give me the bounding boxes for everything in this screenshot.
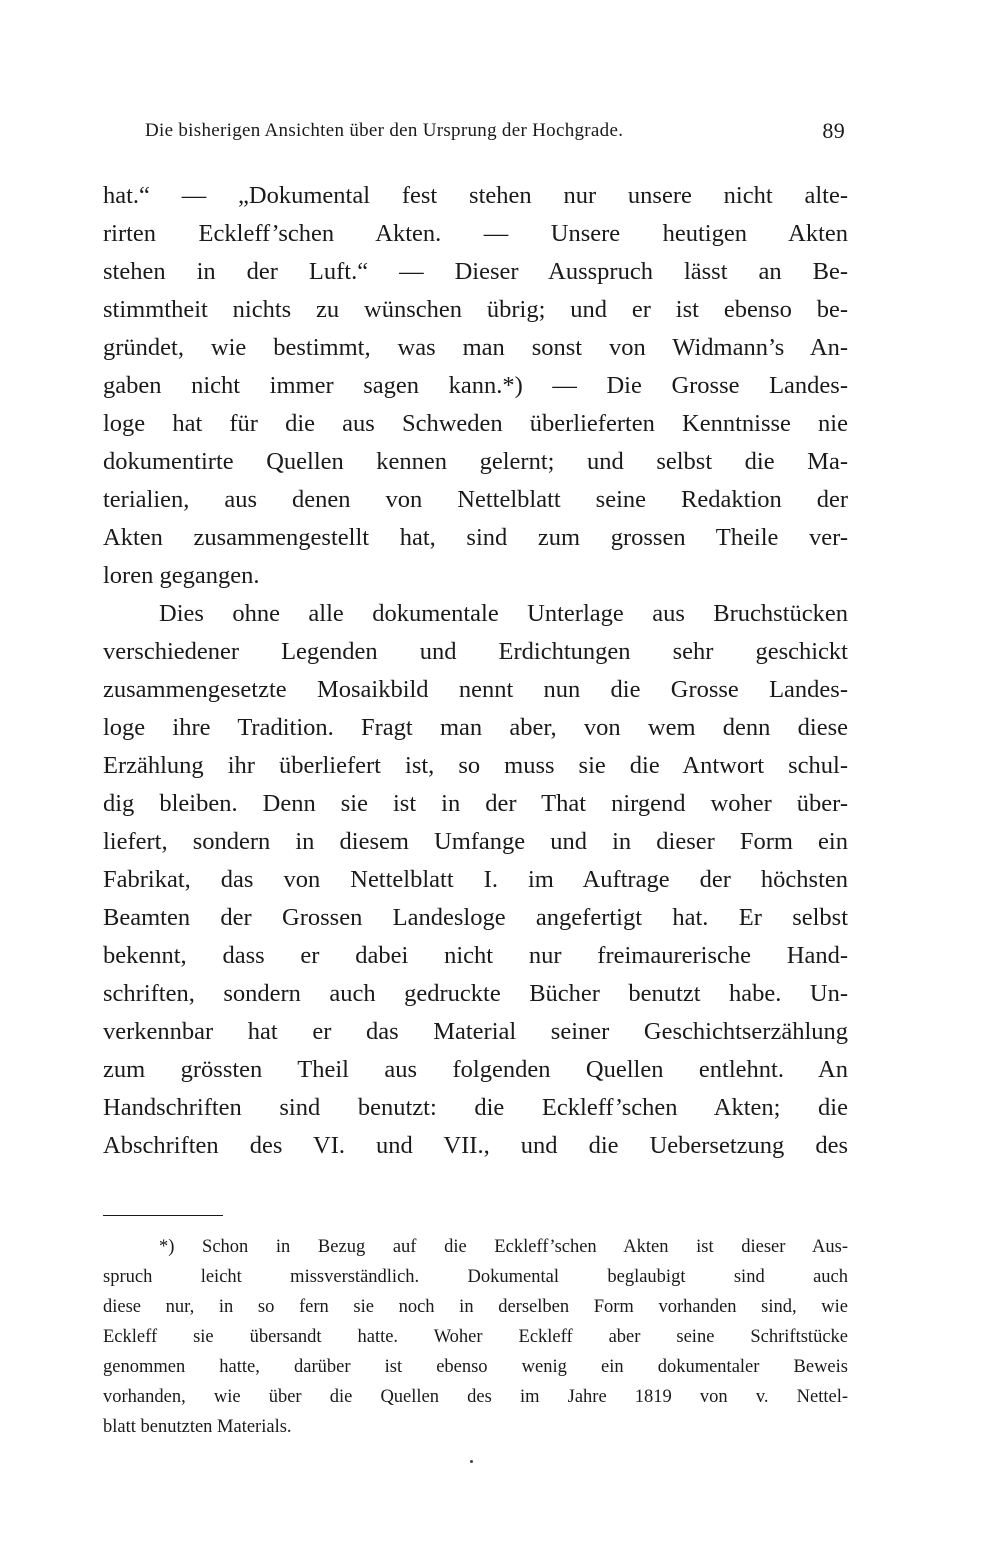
footnote	[103, 1232, 848, 1442]
footnote-divider	[103, 1215, 223, 1216]
text-line: liefert, sondern in diesem Umfange und in dieser Form ein	[103, 828, 848, 855]
footnote-line: spruch leicht missverständlich. Dokumental beglaubigt sind auch	[103, 1267, 848, 1287]
footnote-line: *) Schon in Bezug auf die Eckleff’schen Akten ist dieser Aus-	[159, 1237, 848, 1257]
footnote-line: vorhanden, wie über die Quellen des im Jahre 1819 von v. Nettel-	[103, 1387, 848, 1407]
text-line: verschiedener Legenden und Erdichtungen sehr geschickt	[103, 638, 848, 665]
text-line: Erzählung ihr überliefert ist, so muss sie die Antwort schul-	[103, 752, 848, 779]
main-text	[103, 177, 848, 1165]
print-speck	[470, 1460, 473, 1463]
running-title: Die bisherigen Ansichten über den Ursprung der Hochgrade.	[145, 120, 624, 141]
text-line: loge hat für die aus Schweden überlieferten Kenntnisse nie	[103, 410, 848, 437]
text-line: verkennbar hat er das Material seiner Geschichtserzählung	[103, 1018, 848, 1045]
running-header	[145, 120, 845, 142]
text-line: dig bleiben. Denn sie ist in der That nirgend woher über-	[103, 790, 848, 817]
text-line: Beamten der Grossen Landesloge angefertigt hat. Er selbst	[103, 904, 848, 931]
text-line: loge ihre Tradition. Fragt man aber, von wem denn diese	[103, 714, 848, 741]
footnote-line: blatt benutzten Materials.	[103, 1417, 292, 1437]
text-line: zusammengesetzte Mosaikbild nennt nun die Grosse Landes-	[103, 676, 848, 703]
text-line: rirten Eckleff’schen Akten. — Unsere heutigen Akten	[103, 220, 848, 247]
text-line: Akten zusammengestellt hat, sind zum grossen Theile ver-	[103, 524, 848, 551]
paragraph-start-line: Dies ohne alle dokumentale Unterlage aus Bruchstücken	[159, 600, 848, 627]
footnote-line: Eckleff sie übersandt hatte. Woher Eckleff aber seine Schriftstücke	[103, 1327, 848, 1347]
text-line: Handschriften sind benutzt: die Eckleff’schen Akten; die	[103, 1094, 848, 1121]
text-line: stimmtheit nichts zu wünschen übrig; und er ist ebenso be-	[103, 296, 848, 323]
text-line: bekennt, dass er dabei nicht nur freimaurerische Hand-	[103, 942, 848, 969]
text-line: Fabrikat, das von Nettelblatt I. im Auftrage der höchsten	[103, 866, 848, 893]
text-line: dokumentirte Quellen kennen gelernt; und selbst die Ma-	[103, 448, 848, 475]
text-line: hat.“ — „Dokumental fest stehen nur unsere nicht alte-	[103, 182, 848, 209]
text-line: Abschriften des VI. und VII., und die Uebersetzung des	[103, 1132, 848, 1159]
text-line: gründet, wie bestimmt, was man sonst von Widmann’s An-	[103, 334, 848, 361]
footnote-line: genommen hatte, darüber ist ebenso wenig ein dokumentaler Beweis	[103, 1357, 848, 1377]
text-line: terialien, aus denen von Nettelblatt seine Redaktion der	[103, 486, 848, 513]
page-number: 89	[822, 118, 845, 143]
text-line: zum grössten Theil aus folgenden Quellen entlehnt. An	[103, 1056, 848, 1083]
text-line: stehen in der Luft.“ — Dieser Ausspruch lässt an Be-	[103, 258, 848, 285]
text-line: gaben nicht immer sagen kann.*) — Die Grosse Landes-	[103, 372, 848, 399]
text-line: loren gegangen.	[103, 562, 260, 589]
footnote-line: diese nur, in so fern sie noch in derselben Form vorhanden sind, wie	[103, 1297, 848, 1317]
text-line: schriften, sondern auch gedruckte Bücher benutzt habe. Un-	[103, 980, 848, 1007]
